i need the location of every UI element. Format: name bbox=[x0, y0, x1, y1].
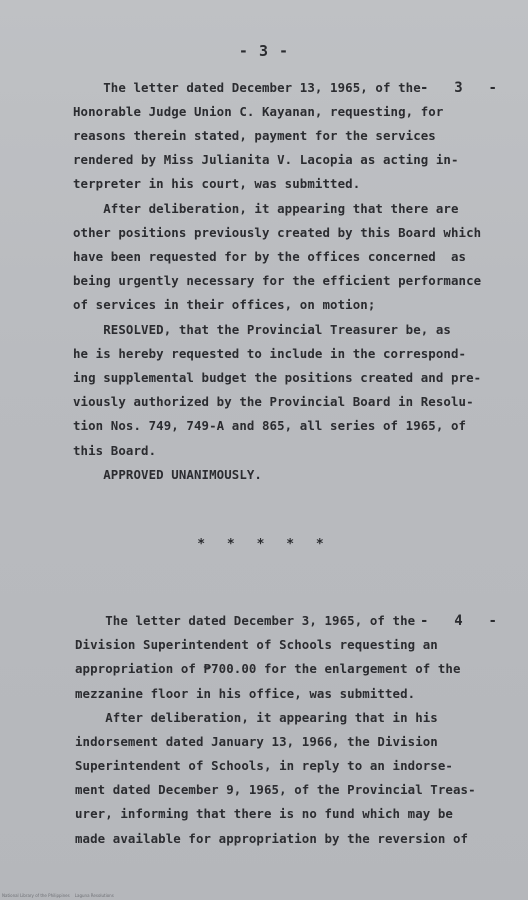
section-separator: * * * * * bbox=[197, 537, 331, 552]
text-line: have been requested for by the offices concerned as bbox=[73, 249, 467, 264]
text-line: After deliberation, it appearing that there are bbox=[73, 201, 459, 216]
text-line: he is hereby requested to include in the correspond- bbox=[73, 346, 467, 361]
text-line: The letter dated December 3, 1965, of the bbox=[75, 613, 416, 628]
page-number: - 3 - bbox=[238, 42, 290, 60]
text-line: The letter dated December 13, 1965, of the bbox=[73, 80, 421, 95]
item-number-4: - 4 - bbox=[419, 613, 500, 629]
text-line: terpreter in his court, was submitted. bbox=[73, 176, 361, 191]
text-line: made available for appropriation by the reversion of bbox=[75, 831, 469, 846]
approval-line: APPROVED UNANIMOUSLY. bbox=[73, 467, 262, 482]
text-line: mezzanine floor in his office, was submitted. bbox=[75, 686, 416, 701]
text-line: Honorable Judge Union C. Kayanan, requesting, for bbox=[73, 104, 444, 119]
text-line: ment dated December 9, 1965, of the Provincial Treas- bbox=[75, 782, 476, 797]
text-line: RESOLVED, that the Provincial Treasurer be, as bbox=[73, 322, 451, 337]
text-line: rendered by Miss Julianita V. Lacopia as acting in- bbox=[73, 152, 459, 167]
text-line: viously authorized by the Provincial Board in Resolu- bbox=[73, 394, 474, 409]
text-line: ing supplemental budget the positions created and pre- bbox=[73, 370, 482, 385]
text-line: Division Superintendent of Schools requesting an bbox=[75, 637, 438, 652]
text-line: this Board. bbox=[73, 443, 157, 458]
text-line: Superintendent of Schools, in reply to an indorse- bbox=[75, 758, 453, 773]
item-number-3: - 3 - bbox=[419, 80, 500, 96]
text-line: After deliberation, it appearing that in his bbox=[75, 710, 438, 725]
text-line: other positions previously created by this Board which bbox=[73, 225, 482, 240]
text-line: being urgently necessary for the efficient performance bbox=[73, 273, 482, 288]
text-line: indorsement dated January 13, 1966, the Division bbox=[75, 734, 438, 749]
text-line: appropriation of ₱700.00 for the enlargement of the bbox=[75, 661, 461, 676]
archive-footer: National Library of the Philippines Laguna Resolutions bbox=[2, 893, 114, 898]
text-line: tion Nos. 749, 749-A and 865, all series of 1965, of bbox=[73, 418, 467, 433]
text-line: of services in their offices, on motion; bbox=[73, 297, 376, 312]
text-line: reasons therein stated, payment for the services bbox=[73, 128, 436, 143]
text-line: urer, informing that there is no fund which may be bbox=[75, 806, 453, 821]
